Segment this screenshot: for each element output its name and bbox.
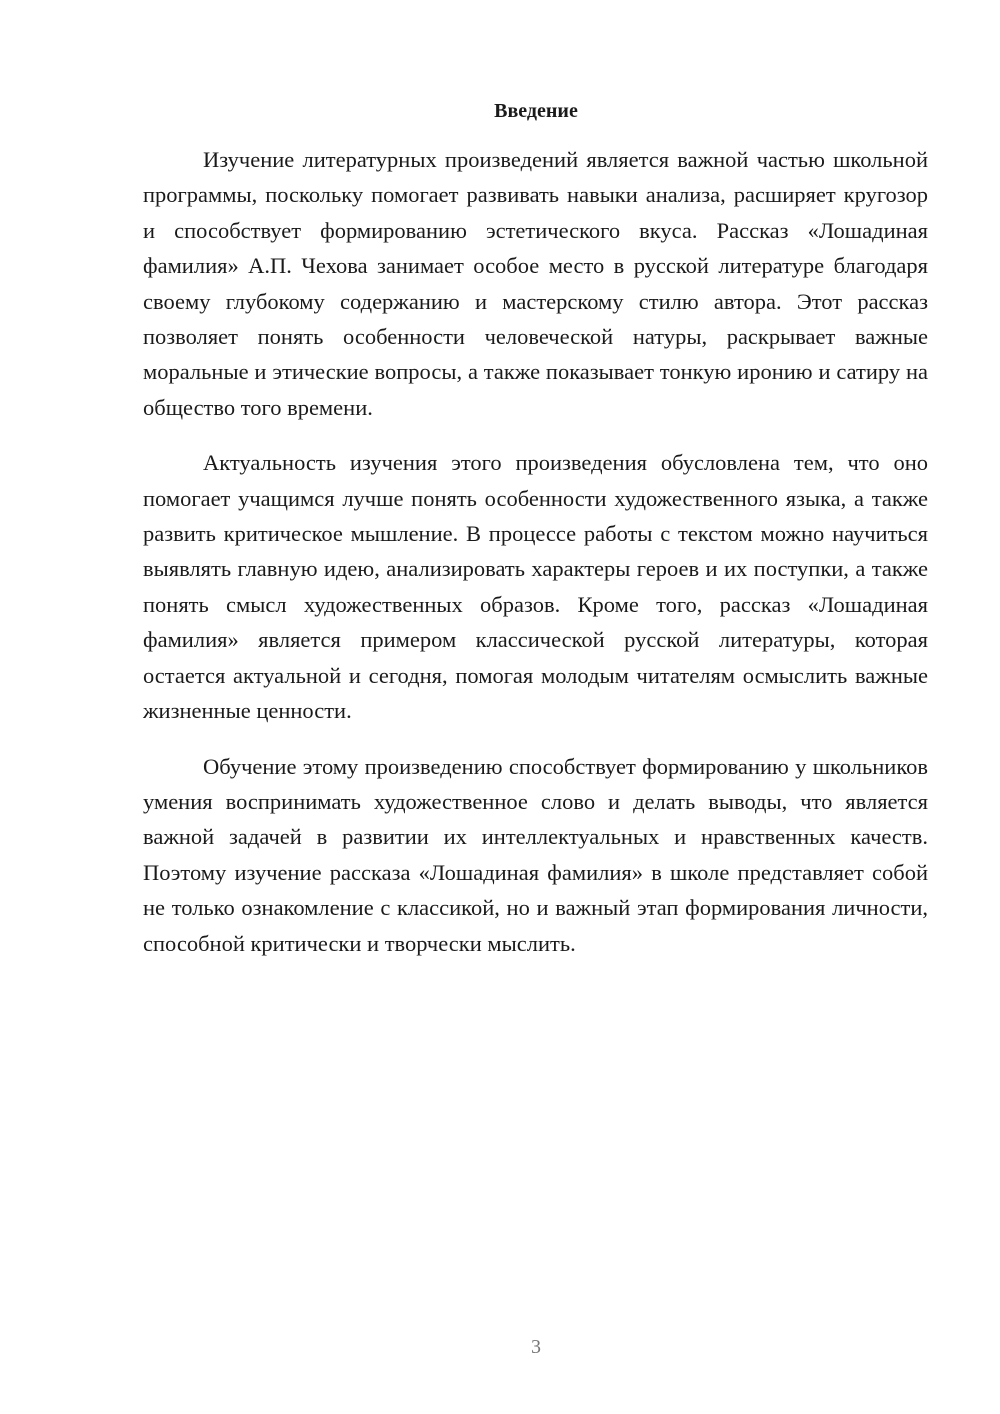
paragraph-relevance: Актуальность изучения этого произведения обусловлена тем, что оно помогает учащимся лучше понять особенности художественного языка, а также развить критическое мышление. В процессе работы с текстом можно научиться выявлять главную идею, анализировать характеры героев и их поступки, а также понять смысл художественных образов. Кроме того, рассказ «Лошадиная фамилия» является примером классической русской литературы, которая остается актуальной и сегодня, помогая молодым читателям осмыслить важные жизненные ценности. — [143, 450, 928, 724]
page-number: 3 — [531, 1336, 541, 1358]
section-title: Введение — [494, 100, 578, 122]
document-body — [143, 142, 928, 981]
paragraph-introduction: Изучение литературных произведений является важной частью школьной программы, поскольку помогает развивать навыки анализа, расширяет кругозор и способствует формированию эстетического вкуса. Рассказ «Лошадиная фамилия» А.П. Чехова занимает особое место в русской литературе благодаря своему глубокому содержанию и мастерскому стилю автора. Этот рассказ позволяет понять особенности человеческой натуры, раскрывает важные моральные и этические вопросы, а также показывает тонкую иронию и сатиру на общество того времени. — [143, 147, 928, 420]
paragraph-conclusion: Обучение этому произведению способствует формированию у школьников умения воспринимать художественное слово и делать выводы, что является важной задачей в развитии их интеллектуальных и нравственных качеств. Поэтому изучение рассказа «Лошадиная фамилия» в школе представляет собой не только ознакомление с классикой, но и важный этап формирования личности, способной критически и творчески мыслить. — [143, 753, 928, 956]
